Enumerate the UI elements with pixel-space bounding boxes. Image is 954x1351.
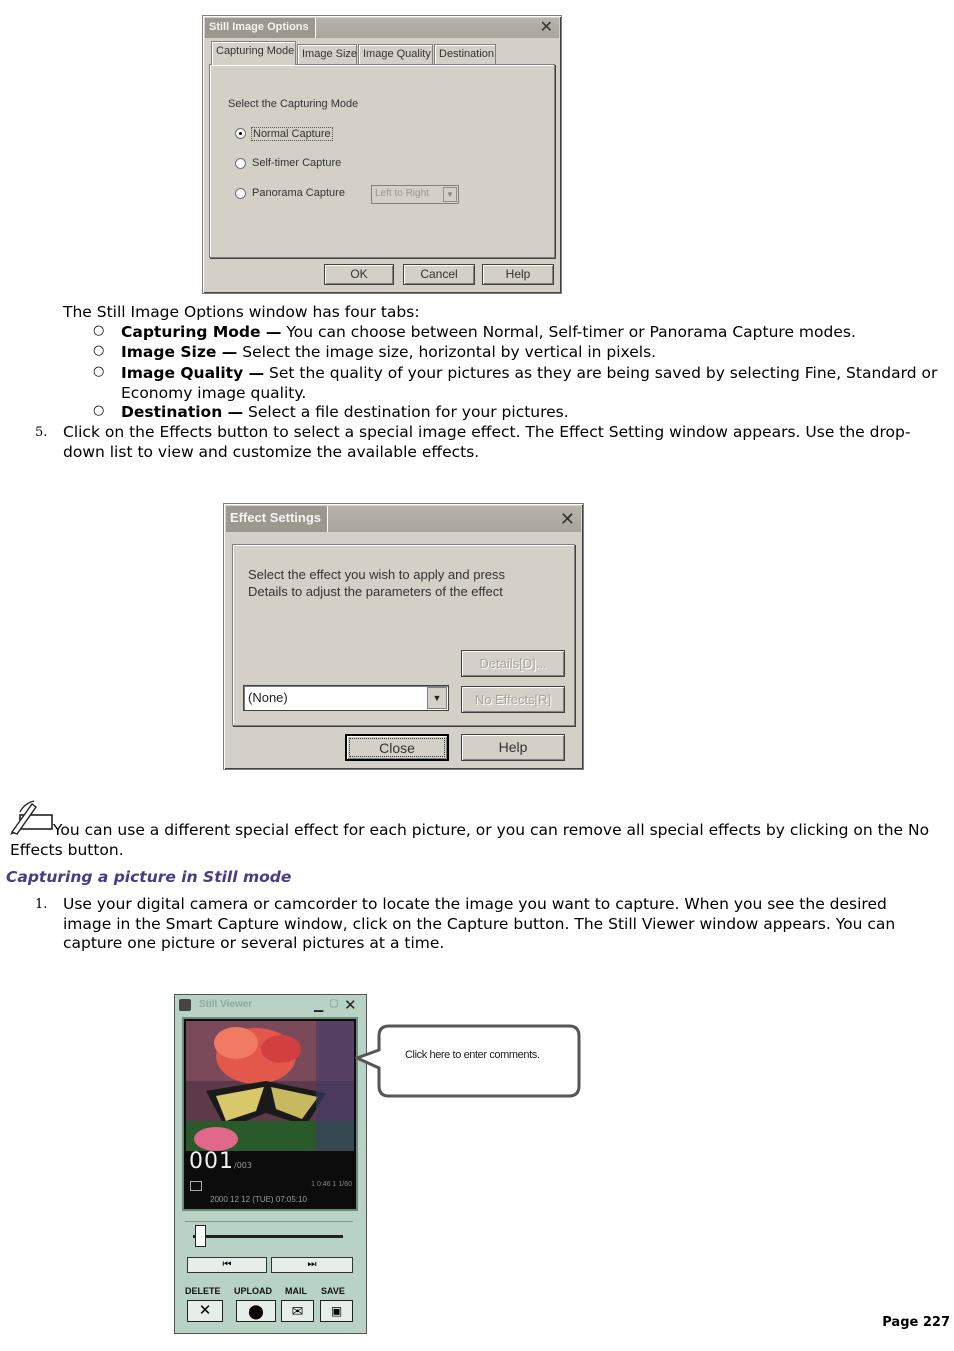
delete-icon: ✕ xyxy=(198,1302,212,1319)
page-number: Page 227 xyxy=(882,1315,950,1330)
info-right: 1 0:46 1 1/60 xyxy=(311,1181,352,1188)
bullet-icon: ○ xyxy=(93,403,105,418)
cancel-button[interactable]: Cancel xyxy=(403,264,475,285)
minimize-icon[interactable]: ▁ xyxy=(314,998,324,1012)
chevron-down-icon: ▼ xyxy=(427,687,447,709)
list-item xyxy=(121,342,951,362)
list-item-term: Image Size — xyxy=(121,343,238,361)
previous-button[interactable] xyxy=(187,1257,267,1273)
counter-value: 001 xyxy=(189,1149,234,1174)
chevron-down-icon: ▼ xyxy=(443,187,457,202)
effect-instruction-line-1: Select the effect you wish to apply and press xyxy=(248,567,506,582)
comment-callout xyxy=(355,1022,583,1102)
list-item-text: Set the quality of your pictures as they are being saved by selecting Fine, Standard or Economy image quality. xyxy=(121,364,938,402)
tab-capturing-mode[interactable]: Capturing Mode xyxy=(211,41,296,65)
next-button[interactable] xyxy=(271,1257,353,1273)
intro-text: The Still Image Options window has four tabs: xyxy=(63,303,420,321)
position-slider[interactable] xyxy=(185,1221,353,1250)
no-effects-button[interactable]: No Effects[R] xyxy=(461,686,565,713)
step-number: 5. xyxy=(35,425,48,440)
timestamp: 2000 12 12 (TUE) 07:05:10 xyxy=(210,1195,307,1204)
step-5-text: Click on the Effects button to select a special image effect. The Effect Setting window appears. Use the drop-down list to view and customize the available effects. xyxy=(63,423,911,461)
list-item xyxy=(121,322,951,342)
help-button[interactable]: Help xyxy=(482,264,554,285)
mail-label: MAIL xyxy=(285,1286,307,1296)
skip-previous-icon: ⏮ xyxy=(222,1259,232,1270)
dialog-titlebar xyxy=(205,18,559,38)
slider-track xyxy=(193,1235,343,1238)
viewer-titlebar xyxy=(175,995,366,1015)
captured-image-panel xyxy=(182,1017,358,1211)
details-button[interactable]: Details[D]... xyxy=(461,650,565,677)
bullet-icon: ○ xyxy=(93,323,105,338)
normal-capture-radio[interactable] xyxy=(235,128,246,139)
tab-destination[interactable]: Destination xyxy=(434,44,496,64)
list-item xyxy=(121,402,951,422)
close-icon[interactable]: ✕ xyxy=(559,509,575,529)
slider-thumb[interactable] xyxy=(195,1225,206,1247)
list-item-term: Destination — xyxy=(121,403,244,421)
effect-dropdown-value: (None) xyxy=(248,690,288,705)
self-timer-capture-label[interactable]: Self-timer Capture xyxy=(252,157,342,169)
image-counter xyxy=(189,1149,252,1174)
ok-button[interactable]: OK xyxy=(324,264,394,285)
skip-next-icon: ⏭ xyxy=(307,1259,317,1270)
upload-button[interactable] xyxy=(236,1300,276,1322)
dialog-title: Still Image Options xyxy=(205,18,316,38)
panorama-direction-value: Left to Right xyxy=(375,188,429,199)
save-label: SAVE xyxy=(321,1286,345,1296)
bullet-icon: ○ xyxy=(93,343,105,358)
dialog-title: Effect Settings xyxy=(226,506,328,532)
close-icon[interactable]: ✕ xyxy=(344,997,357,1014)
step-number: 1. xyxy=(35,897,48,912)
panorama-capture-label[interactable]: Panorama Capture xyxy=(252,187,345,199)
upload-globe-icon: ⬤ xyxy=(248,1303,264,1319)
effect-dropdown[interactable] xyxy=(243,685,449,711)
callout-text: Click here to enter comments. xyxy=(405,1049,540,1061)
list-item-term: Image Quality — xyxy=(121,364,265,382)
captured-photo xyxy=(186,1021,354,1151)
mail-button[interactable] xyxy=(281,1300,314,1322)
tab-image-quality[interactable]: Image Quality xyxy=(358,44,433,64)
help-button[interactable]: Help xyxy=(461,734,565,761)
list-item-text: Select the image size, horizontal by vertical in pixels. xyxy=(237,343,657,361)
upload-label: UPLOAD xyxy=(234,1286,272,1296)
app-icon xyxy=(179,999,191,1011)
effect-settings-dialog xyxy=(223,503,584,770)
list-item-text: You can choose between Normal, Self-timer or Panorama Capture modes. xyxy=(281,323,856,341)
step-1-text: Use your digital camera or camcorder to locate the image you want to capture. When you see the desired image in the Smart Capture window, click on the Capture button. The Still Viewer window appears. You can capture one picture or several pictures at a time. xyxy=(63,895,896,952)
close-icon[interactable]: ✕ xyxy=(539,19,553,36)
self-timer-capture-radio[interactable] xyxy=(235,158,246,169)
film-icon xyxy=(190,1181,202,1191)
panorama-direction-select[interactable] xyxy=(371,185,459,204)
maximize-icon[interactable]: ▢ xyxy=(329,998,339,1009)
capturing-mode-prompt: Select the Capturing Mode xyxy=(228,98,359,110)
effect-instruction-line-2: Details to adjust the parameters of the effect xyxy=(248,584,503,599)
still-image-options-dialog xyxy=(202,15,562,294)
delete-label: DELETE xyxy=(185,1286,221,1296)
normal-capture-label[interactable]: Normal Capture xyxy=(253,128,331,140)
list-item-term: Capturing Mode — xyxy=(121,323,282,341)
callout-bubble xyxy=(355,1022,583,1102)
still-viewer-window xyxy=(174,994,367,1334)
note-text: You can use a different special effect for each picture, or you can remove all special effects by clicking on the No Effects button. xyxy=(10,821,930,859)
save-disk-icon: ▣ xyxy=(330,1304,343,1318)
save-button[interactable] xyxy=(320,1300,353,1322)
viewer-title: Still Viewer xyxy=(199,999,253,1010)
list-item xyxy=(121,363,951,403)
dialog-titlebar xyxy=(226,506,581,532)
tab-image-size[interactable]: Image Size xyxy=(297,44,357,64)
bullet-icon: ○ xyxy=(93,364,105,379)
mail-icon: ✉ xyxy=(291,1303,304,1319)
list-item-text: Select a file destination for your pictures. xyxy=(243,403,569,421)
delete-button[interactable] xyxy=(187,1300,223,1322)
close-button[interactable]: Close xyxy=(345,734,449,761)
section-heading: Capturing a picture in Still mode xyxy=(6,868,292,886)
counter-suffix: /003 xyxy=(234,1161,252,1170)
panorama-capture-radio[interactable] xyxy=(235,188,246,199)
